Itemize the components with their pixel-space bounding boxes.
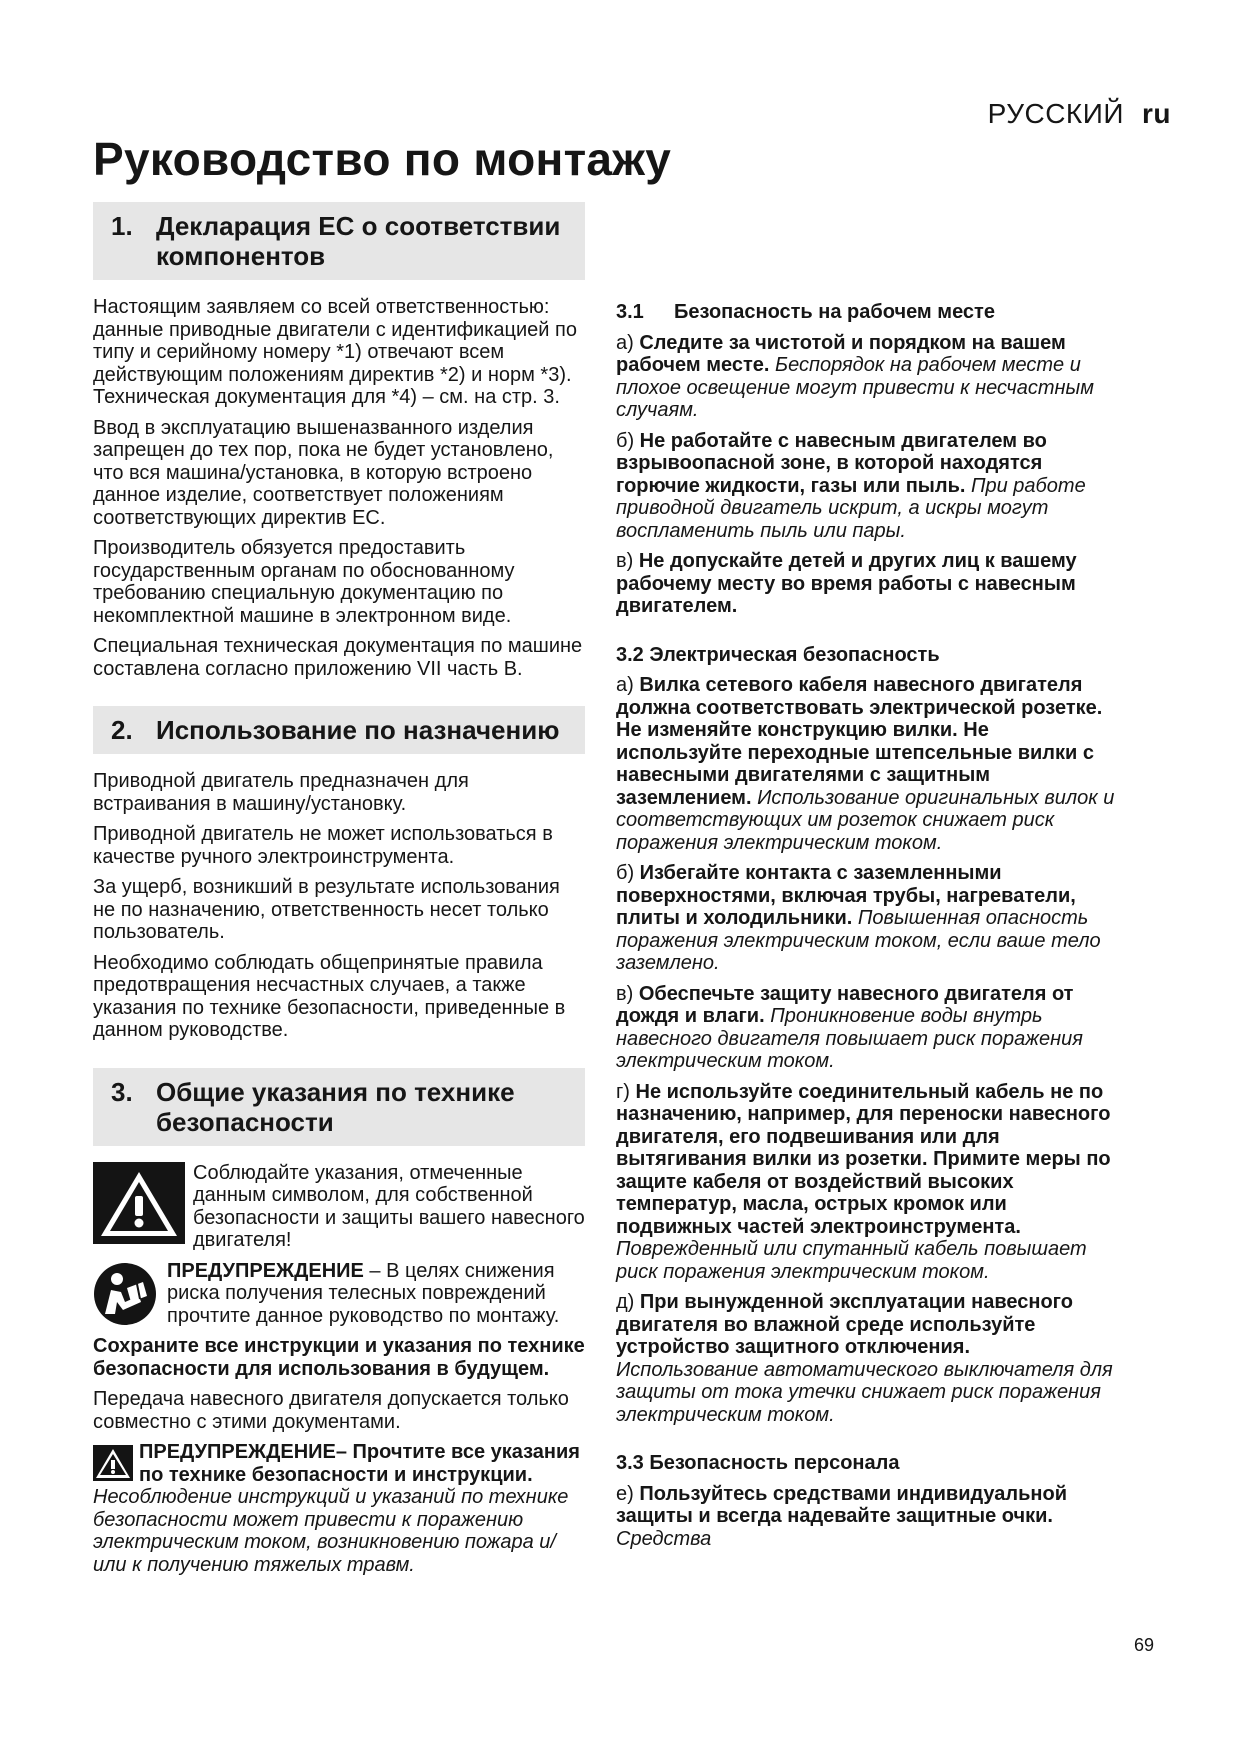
s31-b-italic: При работе приводной двигатель искрит, а искры могут воспламенить пыль или пары. — [616, 474, 1086, 542]
subsection-3-1-heading — [616, 301, 1116, 324]
item-prefix: г) — [616, 1080, 636, 1103]
page-title: Руководство по монтажу — [93, 133, 672, 185]
item-prefix: а) — [616, 331, 640, 354]
section-1-number: 1. — [111, 211, 133, 241]
warning-read-all — [93, 1441, 585, 1576]
s31-b-bold: Не работайте с навесным двигателем во взрывоопасной зоне, в которой находятся горючие жидкости, газы или пыль. — [616, 429, 1047, 497]
safety-symbol-note — [93, 1162, 585, 1252]
item-prefix: а) — [616, 674, 640, 696]
warning-triangle-icon — [93, 1162, 185, 1244]
subsection-3-2-heading: 3.2 Электрическая безопасность — [616, 643, 940, 666]
page-number: 69 — [1134, 1635, 1155, 1655]
small-warning-icon — [93, 1445, 133, 1481]
section-1-heading — [93, 202, 585, 280]
s1-paragraph-4: Специальная техническая документация по машине составлена согласно приложению VII часть В. — [93, 635, 583, 680]
s32-c-bold: Обеспечьте защиту навесного двигателя от дождя и влаги. — [616, 982, 1074, 1027]
language-header — [988, 98, 1171, 130]
s32-b-bold: Избегайте контакта с заземленными поверхностями, включая трубы, нагреватели, плиты и холодильники. — [616, 862, 1076, 929]
keep-instructions: Сохраните все инструкции и указания по технике безопасности для использования в будущем. — [93, 1335, 585, 1380]
section-2-title: Использование по назначению — [156, 715, 560, 745]
s2-paragraph-2: Приводной двигатель не может использоваться в качестве ручного электроинструмента. — [93, 823, 553, 868]
warning-read-manual — [93, 1260, 585, 1328]
s31-a-bold: Следите за чистотой и порядком на вашем рабочем месте. — [616, 331, 1066, 376]
warning-2-italic: Несоблюдение инструкций и указаний по технике безопасности может привести к поражению электрическим током, возникновению пожара и/или к получению тяжелых травм. — [93, 1486, 569, 1576]
language-name: РУССКИЙ — [987, 98, 1124, 129]
s31-c-bold: Не допускайте детей и других лиц к вашему рабочему месту во время работы с навесным двигателем. — [616, 550, 1077, 617]
section-2-number: 2. — [111, 715, 133, 745]
s32-d-italic: Поврежденный или спутанный кабель повышает риск поражения электрическим током. — [616, 1238, 1087, 1283]
section-3-heading — [93, 1068, 585, 1146]
s2-paragraph-3: За ущерб, возникший в результате использования не по назначению, ответственность несет только пользователь. — [93, 876, 560, 943]
s32-c-italic: Проникновение воды внутрь навесного двигателя повышает риск поражения электрическим током. — [616, 1005, 1083, 1072]
left-column — [93, 202, 585, 1584]
s33-a-italic: Средства — [616, 1527, 712, 1550]
warning-text: – В целях снижения риска получения телесных повреждений прочтите данное руководство по монтажу. — [167, 1259, 560, 1327]
s2-paragraph-4: Необходимо соблюдать общепринятые правила предотвращения несчастных случаев, а также указания по технике безопасности, приведенные в данном руководстве. — [93, 951, 566, 1041]
s32-e-bold: При вынужденной эксплуатации навесного двигателя во влажной среде используйте устройство защитного отключения. — [616, 1291, 1073, 1358]
symbol-note-text: Соблюдайте указания, отмеченные данным символом, для собственной безопасности и защиты вашего навесного двигателя! — [193, 1161, 585, 1251]
section-3-number: 3. — [111, 1076, 133, 1107]
language-code: ru — [1142, 98, 1171, 129]
subsection-3-1-number: 3.1 — [616, 301, 644, 323]
warning-label: ПРЕДУПРЕЖДЕНИЕ — [167, 1259, 364, 1282]
s1-paragraph-1: Настоящим заявляем со всей ответственностью: данные приводные двигатели с идентификацией по типу и серийному номеру *1) отвечают всем действующим положениям директив *2) и норм *3). Техническая документация для *4) – см. на стр. 3. — [93, 296, 577, 408]
section-2-heading — [93, 706, 585, 754]
section-3-title: Общие указания по технике безопасности — [156, 1076, 515, 1137]
item-prefix: в) — [616, 982, 639, 1005]
s31-a-italic: Беспорядок на рабочем месте и плохое освещение могут привести к несчастным случаям. — [616, 354, 1094, 421]
subsection-3-3-heading: 3.3 Безопасность персонала — [616, 1452, 900, 1474]
item-prefix: б) — [616, 429, 640, 452]
item-prefix: д) — [616, 1291, 640, 1313]
transfer-note: Передача навесного двигателя допускается только совместно с этими документами. — [93, 1388, 569, 1433]
read-manual-icon — [93, 1262, 157, 1326]
s32-b-italic: Повышенная опасность поражения электрическим током, если ваше тело заземлено. — [616, 907, 1101, 974]
section-1-title: Декларация ЕС о соответствии компонентов — [156, 211, 561, 271]
item-prefix: в) — [616, 550, 639, 572]
s32-a-bold: Вилка сетевого кабеля навесного двигателя должна соответствовать электрической розетке. Не изменяйте конструкцию вилки. Не используйте переходные штепсельные вилки с навесными двигателями с защитным заземлением. — [616, 674, 1103, 809]
s1-paragraph-2: Ввод в эксплуатацию вышеназванного изделия запрещен до тех пор, пока не будет установлено, что вся машина/установка, в которую встроено данное изделие, соответствует положениям соответствующих директив ЕС. — [93, 416, 554, 529]
s32-e-italic: Использование автоматического выключателя для защиты от тока утечки снижает риск поражения электрическим током. — [616, 1358, 1113, 1426]
right-column — [616, 203, 1116, 1558]
s32-a-italic: Использование оригинальных вилок и соответствующих им розеток снижает риск поражения электрическим током. — [616, 786, 1115, 854]
warning-2-bold: ПРЕДУПРЕЖДЕНИЕ– Прочтите все указания по технике безопасности и инструкции. — [139, 1441, 580, 1486]
s1-paragraph-3: Производитель обязуется предоставить государственным органам по обоснованному требованию специальную документацию по некомплектной машине в электронном виде. — [93, 537, 515, 627]
item-prefix: е) — [616, 1482, 640, 1505]
item-prefix: б) — [616, 862, 640, 884]
s33-a-bold: Пользуйтесь средствами индивидуальной защиты и всегда надевайте защитные очки. — [616, 1482, 1068, 1527]
s2-paragraph-1: Приводной двигатель предназначен для встраивания в машину/установку. — [93, 770, 469, 815]
s32-d-bold: Не используйте соединительный кабель не по назначению, например, для переноски навесного двигателя, его подвешивания или для вытягивания вилки из розетки. Примите меры по защите кабеля от воздействий высоких температур, масла, острых кромок или подвижных частей электроинструмента. — [616, 1080, 1111, 1238]
subsection-3-1-title: Безопасность на рабочем месте — [674, 301, 995, 323]
